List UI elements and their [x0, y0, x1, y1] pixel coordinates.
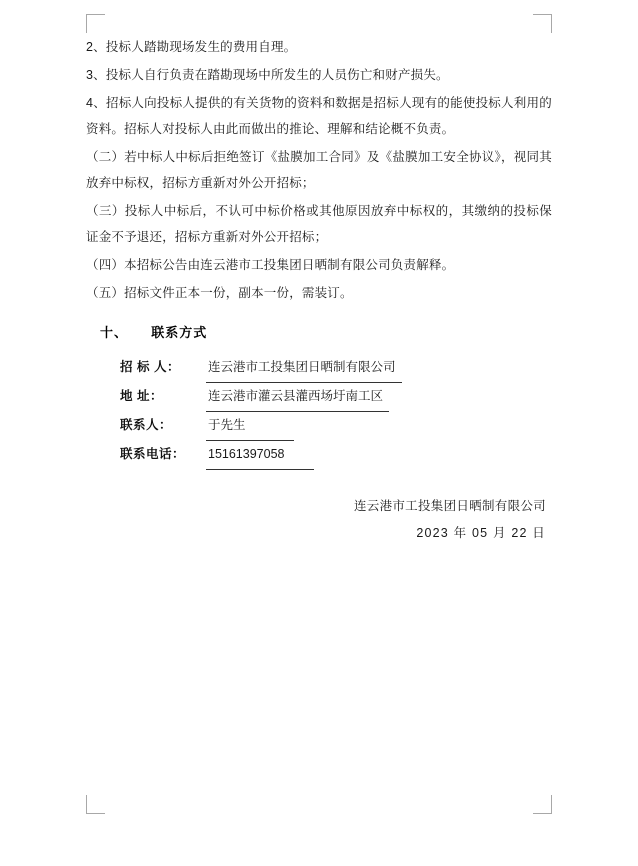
paragraph: 4、招标人向投标人提供的有关货物的资料和数据是招标人现有的能使投标人利用的资料。招标人对投标人由此而做出的推论、理解和结论概不负责。 [86, 96, 552, 136]
contact-row [120, 441, 552, 470]
section-title-text: 联系方式 [151, 325, 208, 340]
crop-mark-top-left [86, 14, 105, 33]
section-heading [86, 320, 552, 346]
contact-row [120, 354, 552, 383]
signature-block [86, 492, 552, 546]
crop-mark-bottom-left [86, 795, 105, 814]
signature-date: 2023 年 05 月 22 日 [416, 526, 546, 540]
contact-value: 15161397058 [206, 441, 314, 470]
contact-row [120, 412, 552, 441]
contact-value: 连云港市灌云县灌西场圩南工区 [206, 383, 389, 412]
contact-row [120, 383, 552, 412]
contact-label: 地 址： [120, 389, 163, 403]
document-body [86, 34, 552, 546]
crop-mark-bottom-right [533, 795, 552, 814]
contact-label: 联系人： [120, 418, 173, 432]
crop-mark-top-right [533, 14, 552, 33]
contact-label: 联系电话： [120, 447, 186, 461]
contact-value: 于先生 [206, 412, 294, 441]
paragraph: （三）投标人中标后，不认可中标价格或其他原因放弃中标权的，其缴纳的投标保证金不予退还，招标方重新对外公开招标； [86, 204, 552, 244]
paragraph: （四）本招标公告由连云港市工投集团日晒制有限公司负责解释。 [86, 258, 455, 272]
contact-information [120, 354, 552, 470]
paragraph: （五）招标文件正本一份，副本一份，需装订。 [86, 286, 353, 300]
paragraph: 3、投标人自行负责在踏勘现场中所发生的人员伤亡和财产损失。 [86, 68, 449, 82]
paragraph: （二）若中标人中标后拒绝签订《盐膜加工合同》及《盐膜加工安全协议》，视同其放弃中标权，招标方重新对外公开招标； [86, 150, 552, 190]
signature-company: 连云港市工投集团日晒制有限公司 [353, 499, 546, 513]
section-number: 十、 [100, 325, 129, 340]
paragraph: 2、投标人踏勘现场发生的费用自理。 [86, 40, 297, 54]
contact-label: 招 标 人： [120, 360, 180, 374]
contact-value: 连云港市工投集团日晒制有限公司 [206, 354, 402, 383]
